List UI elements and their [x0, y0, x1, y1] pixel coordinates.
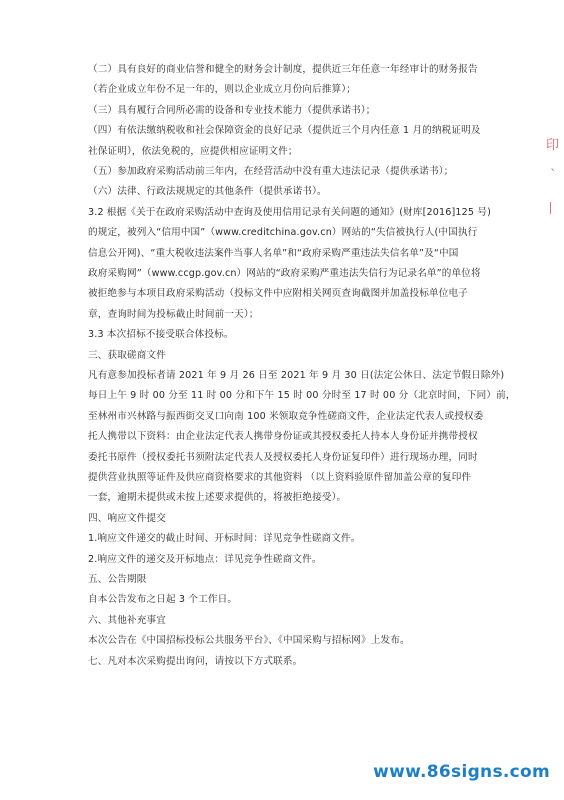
text-line: 六、其他补充事宜 — [88, 614, 166, 626]
text-line: （二）具有良好的商业信誉和健全的财务会计制度，提供近三年任意一年经审计的财务报告 — [88, 64, 478, 75]
red-stamp-edge: 印 ` 丨 — [544, 138, 560, 217]
text-line: 提供营业执照等证件及供应商资格要求的其他资料 （以上资料验原件留加盖公章的复印件 — [88, 472, 472, 483]
text-line: 1.响应文件递交的截止时间、开标时间：详见竞争性磋商文件。 — [88, 533, 361, 545]
text-line: （六）法律、行政法规规定的其他条件（提供承诺书）。 — [88, 186, 327, 198]
text-line: 被拒绝参与本项目政府采购活动（投标文件中应附相关网页查询截图并加盖投标单位电子 — [88, 288, 469, 300]
text-line: 一套，逾期未提供或未按上述要求提供的，将被拒绝接受）。 — [88, 492, 347, 504]
text-line: （五）参加政府采购活动前三年内，在经营活动中没有重大违法记录（提供承诺书）； — [88, 166, 454, 177]
text-line: 自本公告发布之日起 3 个工作日。 — [88, 594, 238, 606]
text-line: 五、公告期限 — [88, 574, 147, 585]
text-line: 至林州市兴林路与振西街交叉口向南 100 米领取竞争性磋商文件，企业法定代表人或授权委 — [88, 410, 484, 422]
text-line: 每日上午 9 时 00 分至 11 时 00 分和下午 15 时 00 分时至 17 时 00 分（北京时间，下同）前， — [88, 390, 516, 402]
text-line: 3.2 根据《关于在政府采购活动中查询及使用信用记录有关问题的通知》(财库[2016]125 号) — [88, 206, 491, 218]
text-line: 七、凡对本次采购提出询问，请按以下方式联系。 — [88, 655, 303, 667]
text-line: （四）有依法缴纳税收和社会保障资金的良好记录（提供近三个月内任意 1 月的纳税证明及 — [88, 125, 481, 137]
text-line: （三）具有履行合同所必需的设备和专业技术能力（提供承诺书）； — [88, 104, 376, 116]
text-line: 政府采购网”（www.ccgp.gov.cn）网站的“政府采购严重违法失信行为记录名单”的单位将 — [88, 268, 481, 279]
text-line: 本次公告在《中国招标投标公共服务平台》、《中国采购与招标网》上发布。 — [88, 635, 410, 647]
text-line: 章，查询时间为投标截止时间前一天）； — [88, 308, 259, 320]
text-line: 托人携带以下资料：由企业法定代表人携带身份证或其授权委托人持本人身份证并携带授权 — [88, 431, 478, 443]
text-line: 的规定，被列入“信用中国”（www.creditchina.gov.cn）网站的“失信被执行人(中国执行 — [88, 227, 478, 239]
text-line: 3.3 本次招标不接受联合体投标。 — [88, 329, 234, 341]
text-line: 社保证明），依法免税的，应提供相应证明文件； — [88, 145, 298, 157]
site-watermark: www.86signs.com — [373, 762, 550, 782]
text-line: 三、获取磋商文件 — [88, 349, 166, 361]
text-line: 凡有意参加投标者请 2021 年 9 月 26 日至 2021 年 9 月 30 日(法定公休日、法定节假日除外) — [88, 370, 505, 381]
text-line: 信息公开网)、“重大税收违法案件当事人名单”和“政府采购严重违法失信名单”及“中国 — [88, 247, 459, 259]
text-line: （若企业成立年份不足一年的，则以企业成立月份向后推算）； — [88, 84, 357, 96]
text-line: 2.响应文件的递交及开标地点：详见竞争性磋商文件。 — [88, 553, 322, 565]
text-line: 委托书原件（授权委托书须附法定代表人及授权委托人身份证复印件）进行现场办理，同时 — [88, 451, 478, 463]
text-line: 四、响应文件提交 — [88, 512, 166, 524]
